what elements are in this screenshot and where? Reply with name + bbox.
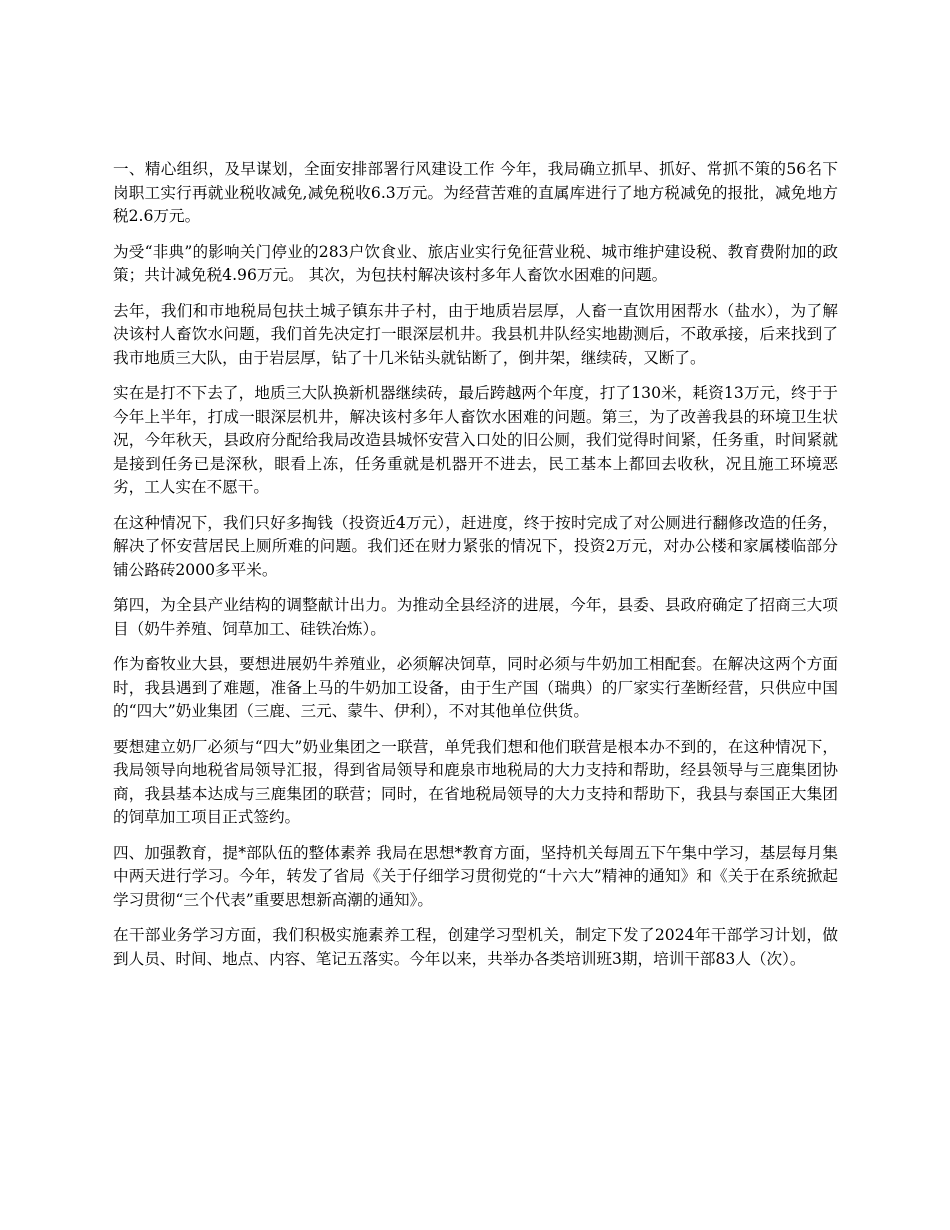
paragraph-6: 第四，为全县产业结构的调整献计出力。为推动全县经济的进展，今年，县委、县政府确定了招商三大项目（奶牛养殖、饲草加工、硅铁冶炼）。 bbox=[113, 596, 838, 638]
document-body bbox=[113, 158, 838, 983]
paragraph-4: 实在是打不下去了，地质三大队换新机器继续砖，最后跨越两个年度，打了130米，耗资13万元，终于于今年上半年，打成一眼深层机井，解决该村多年人畜饮水困难的问题。第三，为了改善我县的环境卫生状况，今年秋天，县政府分配给我局改造县城怀安营入口处的旧公厕，我们觉得时间紧，任务重，时间紧就是接到任务已是深秋，眼看上冻，任务重就是机器开不进去，民工基本上都回去收秋，况且施工环境恶劣，工人实在不愿干。 bbox=[113, 384, 838, 496]
paragraph-7: 作为畜牧业大县，要想进展奶牛养殖业，必须解决饲草，同时必须与牛奶加工相配套。在解决这两个方面时，我县遇到了难题，准备上马的牛奶加工设备，由于生产国（瑞典）的厂家实行垄断经营，只供应中国的“四大”奶业集团（三鹿、三元、蒙牛、伊利），不对其他单位供货。 bbox=[113, 655, 838, 720]
paragraph-5: 在这种情况下，我们只好多掏钱（投资近4万元），赶进度，终于按时完成了对公厕进行翻修改造的任务，解决了怀安营居民上厕所难的问题。我们还在财力紧张的情况下，投资2万元，对办公楼和家属楼临部分铺公路砖2000多平米。 bbox=[113, 513, 838, 579]
paragraph-2: 为受“非典”的影响关门停业的283户饮食业、旅店业实行免征营业税、城市维护建设税、教育费附加的政策；共计减免税4.96万元。 其次，为包扶村解决该村多年人畜饮水困难的问题。 bbox=[113, 242, 838, 284]
paragraph-1: 一、精心组织，及早谋划，全面安排部署行风建设工作 今年，我局确立抓早、抓好、常抓不策的56名下岗职工实行再就业税收减免,减免税收6.3万元。为经营苦难的直属库进行了地方税减免的报批，减免地方税2.6万元。 bbox=[113, 160, 838, 225]
paragraph-8: 要想建立奶厂必须与“四大”奶业集团之一联营，单凭我们想和他们联营是根本办不到的，在这种情况下，我局领导向地税省局领导汇报，得到省局领导和鹿泉市地税局的大力支持和帮助，经县领导与三鹿集团协商，我县基本达成与三鹿集团的联营；同时，在省地税局领导的大力支持和帮助下，我县与泰国正大集团的饲草加工项目正式签约。 bbox=[113, 737, 838, 826]
paragraph-3: 去年，我们和市地税局包扶土城子镇东井子村，由于地质岩层厚，人畜一直饮用困帮水（盐水），为了解决该村人畜饮水问题，我们首先决定打一眼深层机井。我县机井队经实地勘测后，不敢承接，后来找到了我市地质三大队，由于岩层厚，钻了十几米钻头就钻断了，倒井架，继续砖，又断了。 bbox=[113, 301, 838, 367]
paragraph-10: 在干部业务学习方面，我们积极实施素养工程，创建学习型机关，制定下发了2024年干部学习计划，做到人员、时间、地点、内容、笔记五落实。今年以来，共举办各类培训班3期，培训干部83人（次）。 bbox=[113, 926, 838, 968]
paragraph-9: 四、加强教育，提*部队伍的整体素养 我局在思想*教育方面，坚持机关每周五下午集中学习，基层每月集中两天进行学习。今年，转发了省局《关于仔细学习贯彻党的“十六大”精神的通知》和《关于在系统掀起学习贯彻“三个代表”重要思想新高潮的通知》。 bbox=[113, 843, 838, 909]
